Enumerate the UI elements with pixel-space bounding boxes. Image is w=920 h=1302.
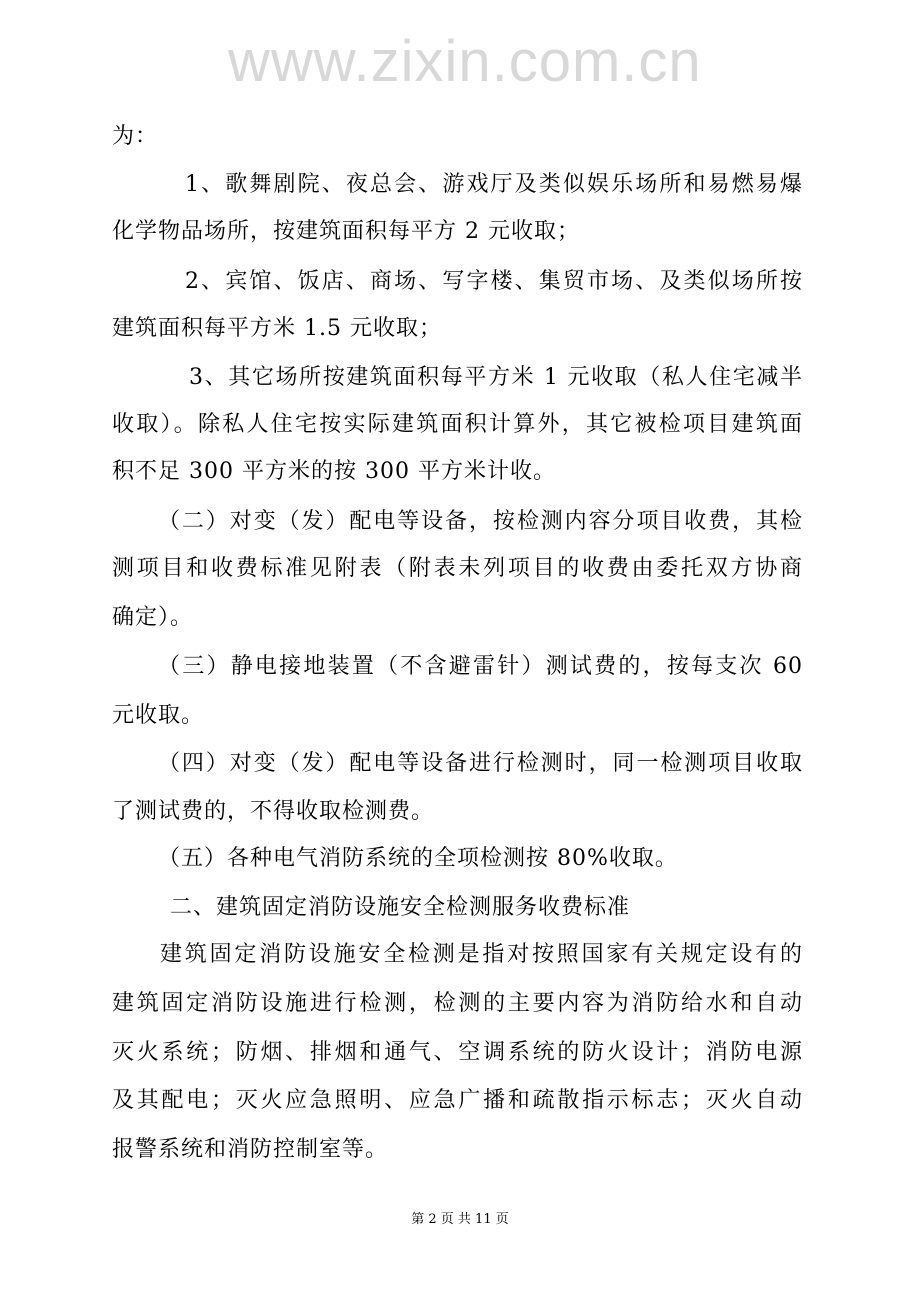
section-heading: 二、建筑固定消防设施安全检测服务收费标准 [170,895,631,920]
text-line: 报警系统和消防控制室等。 [112,1137,389,1162]
text-line: 积不足 300 平方米的按 300 平方米计收。 [112,459,556,484]
text-line: 化学物品场所，按建筑面积每平方 2 元收取； [112,219,580,244]
text-line: 元收取。 [112,703,205,728]
text-line: 建筑固定消防设施安全检测是指对按照国家有关规定设有的 [160,942,803,967]
text-line: （五）各种电气消防系统的全项检测按 80%收取。 [158,846,678,871]
text-line: 了测试费的，不得收取检测费。 [112,799,435,824]
text-line: 确定）。 [112,605,194,630]
text-line: （二）对变（发）配电等设备，按检测内容分项目收费，其检 [158,509,803,534]
text-line: 灭火系统；防烟、排烟和通气、空调系统的防火设计；消防电源 [112,1040,803,1065]
text-line: 建筑固定消防设施进行检测，检测的主要内容为消防给水和自动 [112,991,803,1016]
text-line: 2、宾馆、饭店、商场、写字楼、集贸市场、及类似场所按 [185,269,803,294]
text-line: （三）静电接地装置（不含避雷针）测试费的，按每支次 60 [158,654,803,679]
page-footer: 第 2 页 共 11 页 [411,1212,509,1227]
text-line: 为： [112,124,159,149]
text-line: 3、其它场所按建筑面积每平方米 1 元收取（私人住宅减半 [189,365,803,390]
watermark: www.zixin.com.cn [228,29,702,94]
text-line: 1、歌舞剧院、夜总会、游戏厅及类似娱乐场所和易燃易爆 [185,172,803,197]
text-line: （四）对变（发）配电等设备进行检测时，同一检测项目收取 [158,751,803,776]
text-line: 建筑面积每平方米 1.5 元收取； [112,316,442,341]
text-line: 及其配电；灭火应急照明、应急广播和疏散指示标志；灭火自动 [112,1088,803,1113]
text-line: 收取）。除私人住宅按实际建筑面积计算外，其它被检项目建筑面 [112,412,803,437]
text-line: 测项目和收费标准见附表（附表未列项目的收费由委托双方协商 [112,556,803,581]
